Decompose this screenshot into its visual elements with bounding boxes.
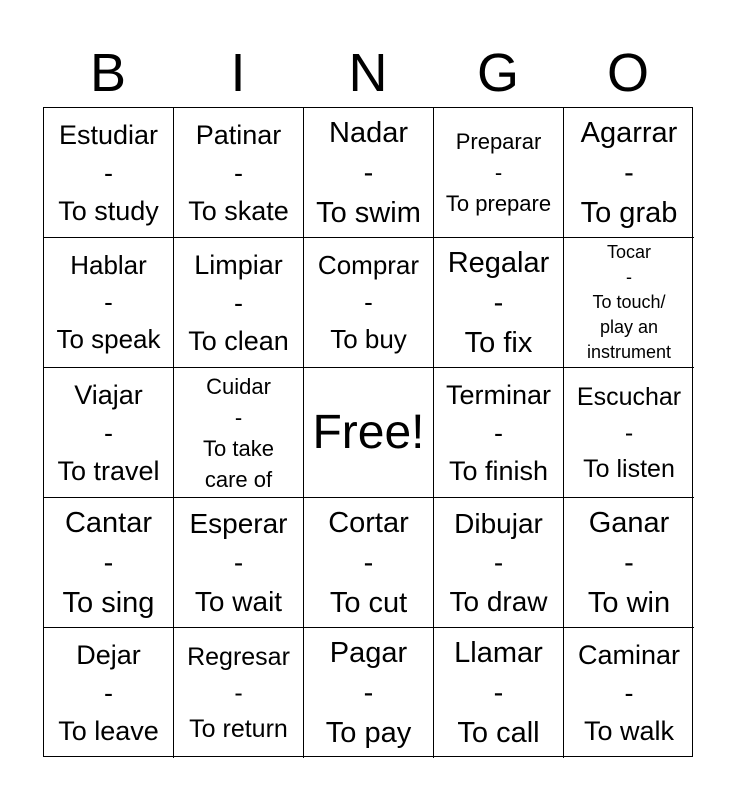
cell-english-word: To grab [580, 196, 678, 229]
bingo-cell[interactable] [44, 628, 174, 758]
bingo-cell[interactable] [304, 108, 434, 238]
cell-spanish-word: Estudiar [58, 119, 159, 150]
cell-dash: - [363, 546, 374, 579]
cell-dash: - [234, 404, 243, 430]
bingo-cell[interactable] [564, 238, 694, 368]
cell-dash: - [234, 679, 243, 707]
cell-dash: - [103, 546, 114, 579]
bingo-cell[interactable] [304, 628, 434, 758]
cell-spanish-word: Caminar [577, 640, 681, 670]
cell-dash: - [624, 678, 634, 708]
cell-english-word: To study [58, 195, 159, 226]
cell-spanish-word: Dejar [76, 640, 141, 670]
bingo-cell[interactable] [44, 498, 174, 628]
free-space-label: Free! [312, 405, 425, 459]
bingo-cell[interactable] [174, 108, 304, 238]
bingo-cell[interactable] [174, 368, 304, 498]
cell-spanish-word: Ganar [588, 506, 670, 539]
cell-spanish-word: Cantar [64, 506, 153, 539]
cell-dash: - [104, 157, 113, 188]
cell-spanish-word: Pagar [329, 637, 408, 669]
cell-english-word: To leave [58, 716, 159, 746]
cell-spanish-word: Preparar [455, 129, 542, 154]
cell-dash: - [624, 418, 634, 447]
cell-spanish-word: Comprar [317, 250, 420, 280]
cell-english-word: To swim [316, 196, 421, 229]
header-letter-g: G [476, 43, 519, 103]
bingo-cell[interactable] [174, 238, 304, 368]
cell-english-word: To finish [448, 455, 549, 486]
cell-dash: - [494, 160, 503, 185]
cell-english-word: To buy [330, 324, 407, 354]
cell-spanish-word: Cuidar [206, 373, 271, 399]
free-space-cell[interactable] [304, 368, 434, 498]
header-letter-n: N [348, 43, 388, 103]
cell-english-word: To take care of [203, 435, 274, 492]
cell-dash: - [626, 267, 632, 287]
cell-dash: - [234, 287, 243, 318]
cell-english-word: To prepare [445, 191, 552, 216]
cell-english-word: To listen [583, 454, 675, 483]
cell-spanish-word: Viajar [74, 379, 143, 410]
cell-spanish-word: Terminar [445, 379, 552, 410]
cell-dash: - [104, 417, 113, 448]
cell-english-word: To speak [56, 324, 161, 354]
cell-english-word: To return [189, 715, 288, 743]
bingo-cell[interactable] [174, 628, 304, 758]
bingo-board [43, 107, 693, 757]
bingo-cell[interactable] [434, 498, 564, 628]
cell-dash: - [363, 677, 374, 709]
cell-dash: - [493, 677, 504, 709]
bingo-cell[interactable] [434, 238, 564, 368]
cell-dash: - [104, 287, 113, 317]
cell-english-word: To wait [194, 586, 283, 617]
cell-english-word: To sing [62, 586, 155, 619]
cell-spanish-word: Cortar [328, 506, 409, 539]
bingo-cell[interactable] [434, 108, 564, 238]
bingo-cell[interactable] [304, 238, 434, 368]
cell-dash: - [493, 547, 504, 578]
bingo-cell[interactable] [564, 498, 694, 628]
cell-spanish-word: Hablar [70, 250, 147, 280]
cell-dash: - [624, 546, 634, 579]
header-letter-b: B [89, 43, 127, 103]
cell-english-word: To pay [325, 717, 412, 749]
cell-english-word: To draw [449, 586, 548, 617]
cell-dash: - [624, 156, 634, 189]
cell-spanish-word: Patinar [195, 119, 282, 150]
cell-dash: - [104, 678, 113, 708]
cell-english-word: To clean [188, 325, 289, 356]
cell-english-word: To call [457, 717, 540, 749]
cell-dash: - [234, 157, 243, 188]
cell-spanish-word: Tocar [606, 242, 651, 262]
bingo-cell[interactable] [304, 498, 434, 628]
cell-spanish-word: Escuchar [576, 382, 682, 411]
cell-dash: - [364, 287, 373, 317]
bingo-cell[interactable] [564, 108, 694, 238]
bingo-cell[interactable] [564, 368, 694, 498]
bingo-cell[interactable] [434, 628, 564, 758]
cell-english-word: To skate [188, 195, 289, 226]
header-letter-o: O [606, 43, 649, 103]
cell-dash: - [363, 156, 374, 189]
bingo-cell[interactable] [44, 108, 174, 238]
bingo-cell[interactable] [174, 498, 304, 628]
cell-dash: - [494, 417, 503, 448]
cell-dash: - [493, 286, 504, 319]
bingo-cell[interactable] [44, 368, 174, 498]
cell-spanish-word: Regalar [447, 246, 550, 279]
cell-spanish-word: Nadar [329, 116, 408, 149]
cell-english-word: To touch/ play an instrument [586, 292, 672, 362]
cell-spanish-word: Llamar [454, 637, 543, 669]
cell-spanish-word: Esperar [189, 508, 288, 539]
cell-english-word: To fix [464, 326, 533, 359]
cell-english-word: To walk [583, 716, 675, 746]
cell-english-word: To cut [329, 586, 408, 619]
bingo-header [43, 40, 693, 106]
cell-spanish-word: Dibujar [454, 508, 543, 539]
cell-dash: - [233, 547, 244, 578]
bingo-cell[interactable] [434, 368, 564, 498]
cell-spanish-word: Limpiar [194, 249, 283, 280]
cell-english-word: To travel [57, 455, 160, 486]
cell-spanish-word: Agarrar [580, 116, 678, 149]
header-letter-i: I [230, 43, 246, 103]
bingo-cell[interactable] [564, 628, 694, 758]
cell-spanish-word: Regresar [187, 643, 290, 671]
cell-english-word: To win [587, 586, 671, 619]
bingo-cell[interactable] [44, 238, 174, 368]
